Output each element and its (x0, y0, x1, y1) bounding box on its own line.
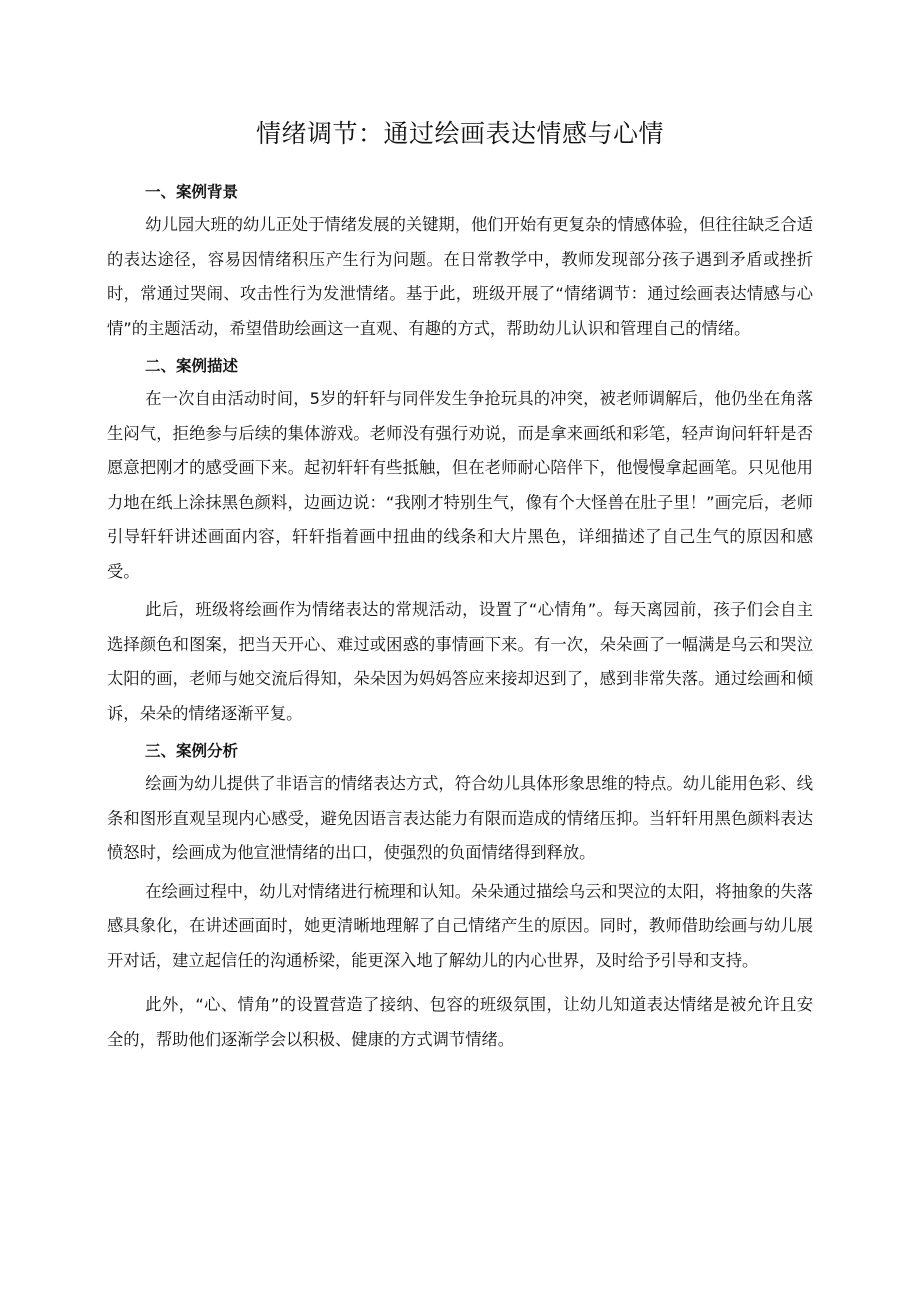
section-description (107, 350, 813, 731)
section-background (107, 176, 813, 346)
section-analysis (107, 735, 813, 1057)
section-heading: 二、案例描述 (145, 357, 239, 375)
document-body (107, 176, 813, 1057)
paragraph: 此外，“心、情角”的设置营造了接纳、包容的班级氛围，让幼儿知道表达情绪是被允许且安全的，帮助他们逐渐学会以积极、健康的方式调节情绪。 (107, 995, 813, 1049)
document-title: 情绪调节：通过绘画表达情感与心情 (255, 119, 664, 148)
paragraph: 绘画为幼儿提供了非语言的情绪表达方式，符合幼儿具体形象思维的特点。幼儿能用色彩、线条和图形直观呈现内心感受，避免因语言表达能力有限而造成的情绪压抑。当轩轩用黑色颜料表达愤怒时，绘画成为他宣泄情绪的出口，使强烈的负面情绪得到释放。 (107, 774, 813, 862)
paragraph: 此后，班级将绘画作为情绪表达的常规活动，设置了“心情角”。每天离园前，孩子们会自主选择颜色和图案，把当天开心、难过或困惑的事情画下来。有一次，朵朵画了一幅满是乌云和哭泣太阳的画，老师与她交流后得知，朵朵因为妈妈答应来接却迟到了，感到非常失落。通过绘画和倾诉，朵朵的情绪逐渐平复。 (107, 600, 813, 723)
paragraph: 在一次自由活动时间，5岁的轩轩与同伴发生争抢玩具的冲突，被老师调解后，他仍坐在角落生闷气，拒绝参与后续的集体游戏。老师没有强行劝说，而是拿来画纸和彩笔，轻声询问轩轩是否愿意把刚才的感受画下来。起初轩轩有些抵触，但在老师耐心陪伴下，他慢慢拿起画笔。只见他用力地在纸上涂抹黑色颜料，边画边说：“我刚才特别生气，像有个大怪兽在肚子里！”画完后，老师引导轩轩讲述画面内容，轩轩指着画中扭曲的线条和大片黑色，详细描述了自己生气的原因和感受。 (107, 389, 813, 581)
paragraph: 幼儿园大班的幼儿正处于情绪发展的关键期，他们开始有更复杂的情感体验，但往往缺乏合适的表达途径，容易因情绪积压产生行为问题。在日常教学中，教师发现部分孩子遇到矛盾或挫折时，常通过哭闹、攻击性行为发泄情绪。基于此，班级开展了“情绪调节：通过绘画表达情感与心情”的主题活动，希望借助绘画这一直观、有趣的方式，帮助幼儿认识和管理自己的情绪。 (107, 215, 813, 338)
paragraph: 在绘画过程中，幼儿对情绪进行梳理和认知。朵朵通过描绘乌云和哭泣的太阳，将抽象的失落感具象化，在讲述画面时，她更清晰地理解了自己情绪产生的原因。同时，教师借助绘画与幼儿展开对话，建立起信任的沟通桥梁，能更深入地了解幼儿的内心世界，及时给予引导和支持。 (107, 881, 813, 970)
section-heading: 三、案例分析 (145, 742, 239, 760)
section-heading: 一、案例背景 (145, 183, 239, 201)
